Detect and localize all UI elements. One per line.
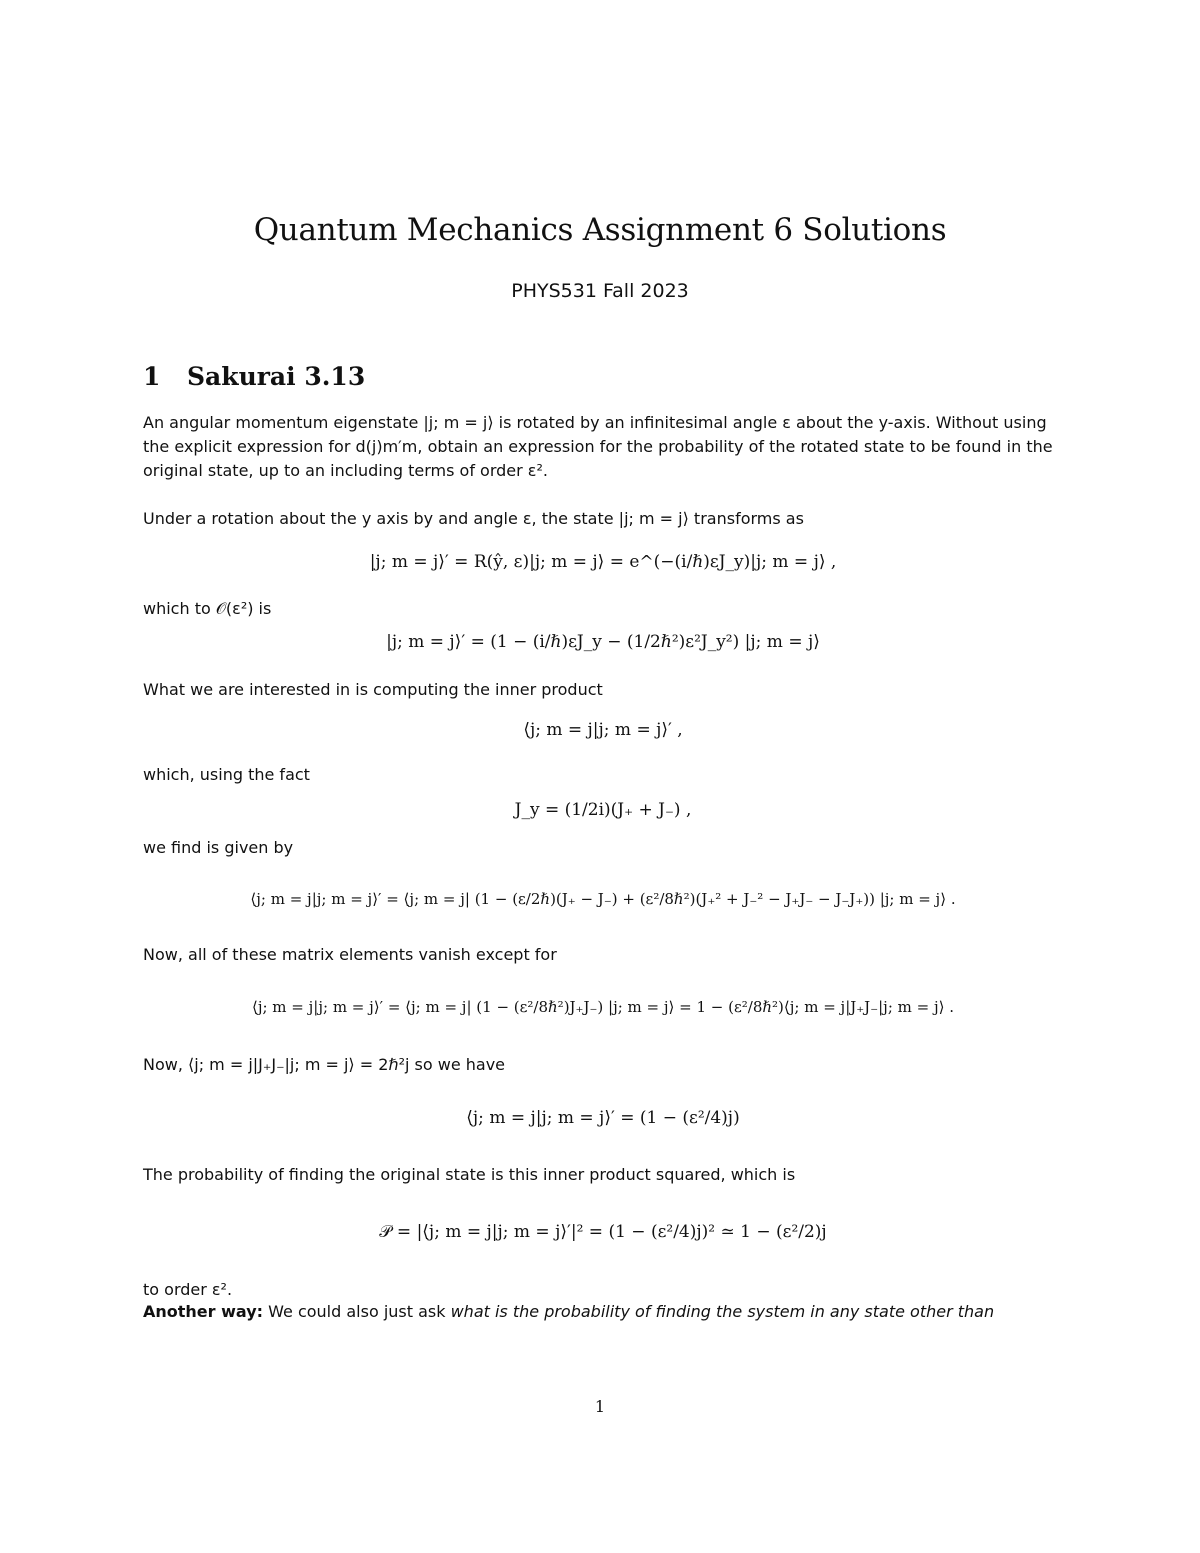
another-way-text: We could also just ask [268, 1302, 446, 1321]
paragraph-order-final: to order ε². [143, 1280, 233, 1299]
equation-expansion: |j; m = j⟩′ = (1 − (i/ℏ)εJ_y − (1/2ℏ²)ε²J_y²) |j; m = j⟩ [386, 632, 820, 652]
document-title: Quantum Mechanics Assignment 6 Solutions [253, 212, 947, 248]
equation-full-expansion: ⟨j; m = j|j; m = j⟩′ = ⟨j; m = j| (1 − (ε/2ℏ)(J₊ − J₋) + (ε²/8ℏ²)(J₊² + J₋² − J₊J₋ − J₋J₊)) |j; m = j⟩ . [250, 890, 956, 908]
equation-inner-product: ⟨j; m = j|j; m = j⟩′ , [523, 720, 683, 740]
equation-rotation: |j; m = j⟩′ = R(ŷ, ε)|j; m = j⟩ = e^(−(i/ℏ)εJ_y)|j; m = j⟩ , [369, 552, 837, 572]
paragraph-another-way [143, 1300, 1063, 1324]
problem-statement: An angular momentum eigenstate |j; m = j⟩ is rotated by an infinitesimal angle ε about the y-axis. Without using the explicit expression for d(j)m′m, obtain an expression for the probability of the rotated state to be found in the original state, up to an including terms of order ε². [143, 413, 1053, 480]
paragraph-rotation: Under a rotation about the y axis by and angle ε, the state |j; m = j⟩ transforms as [143, 509, 804, 528]
section-number: 1 [143, 362, 161, 391]
paragraph-inner-product: What we are interested in is computing the inner product [143, 680, 603, 699]
page-number: 1 [594, 1397, 606, 1416]
equation-result: ⟨j; m = j|j; m = j⟩′ = (1 − (ε²/4)j) [466, 1108, 740, 1128]
paragraph-order: which to 𝒪(ε²) is [143, 599, 272, 618]
document-subtitle: PHYS531 Fall 2023 [511, 280, 689, 302]
another-way-label: Another way: [143, 1302, 264, 1321]
equation-surviving-term: ⟨j; m = j|j; m = j⟩′ = ⟨j; m = j| (1 − (ε²/8ℏ²)J₊J₋) |j; m = j⟩ = 1 − (ε²/8ℏ²)⟨j; m = j|J₊J₋|j; m = j⟩ . [251, 998, 955, 1016]
equation-probability: 𝒫 = |⟨j; m = j|j; m = j⟩′|² = (1 − (ε²/4)j)² ≃ 1 − (ε²/2)j [379, 1222, 827, 1242]
paragraph-vanish: Now, all of these matrix elements vanish except for [143, 945, 557, 964]
paragraph-given-by: we find is given by [143, 838, 294, 857]
section-heading [143, 362, 365, 391]
paragraph-matrix-element: Now, ⟨j; m = j|J₊J₋|j; m = j⟩ = 2ℏ²j so we have [143, 1055, 505, 1074]
another-way-emphasis: what is the probability of finding the system in any state other than [450, 1302, 995, 1321]
section-title: Sakurai 3.13 [187, 362, 366, 391]
paragraph-probability: The probability of finding the original state is this inner product squared, which is [143, 1165, 796, 1184]
equation-jy: J_y = (1/2i)(J₊ + J₋) , [514, 800, 692, 820]
paragraph-fact: which, using the fact [143, 765, 310, 784]
